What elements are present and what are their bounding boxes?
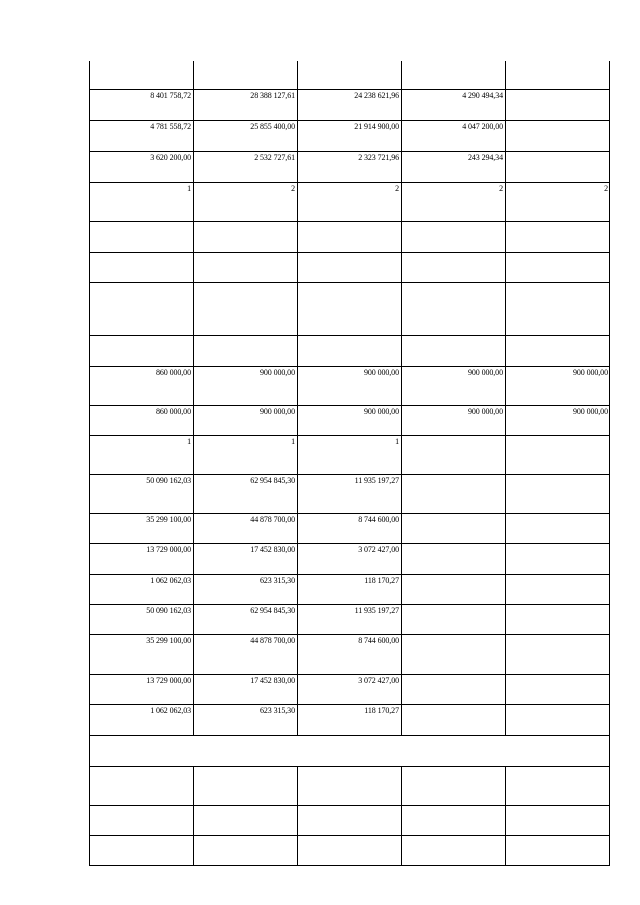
table-cell — [193, 336, 297, 367]
table-cell — [401, 767, 505, 806]
table-cell — [297, 367, 401, 406]
cell-value: 13 729 000,00 — [146, 545, 191, 554]
table-cell — [297, 406, 401, 436]
cell-value: 2 — [291, 184, 295, 193]
cell-value: 3 072 427,00 — [358, 676, 399, 685]
cell-value: 17 452 830,00 — [250, 676, 295, 685]
table-cell — [297, 544, 401, 575]
table-cell — [297, 836, 401, 866]
table-cell — [401, 544, 505, 575]
cell-value: 35 299 100,00 — [146, 515, 191, 524]
table-cell — [401, 575, 505, 605]
table-cell — [297, 705, 401, 736]
table-cell — [401, 836, 505, 866]
cell-value: 1 — [395, 437, 399, 446]
table-cell — [401, 183, 505, 222]
cell-value: 1 — [187, 437, 191, 446]
table-cell — [89, 222, 193, 253]
table-cell — [401, 635, 505, 675]
table-cell — [297, 336, 401, 367]
cell-value: 35 299 100,00 — [146, 636, 191, 645]
cell-value: 900 000,00 — [467, 368, 503, 377]
cell-value: 2 — [395, 184, 399, 193]
table-cell — [297, 436, 401, 475]
table-cell — [401, 675, 505, 705]
table-cell — [297, 90, 401, 121]
table-cell — [505, 475, 610, 514]
table-cell — [89, 836, 193, 866]
table-cell — [505, 635, 610, 675]
table-cell — [193, 736, 297, 767]
table-cell — [89, 283, 193, 336]
table-cell — [89, 121, 193, 152]
table-cell — [505, 367, 610, 406]
table-cell — [89, 544, 193, 575]
table-cell — [297, 767, 401, 806]
table-cell — [401, 475, 505, 514]
cell-value: 4 781 558,72 — [150, 122, 191, 131]
table-cell — [89, 336, 193, 367]
table-cell — [505, 836, 610, 866]
cell-value: 50 090 162,03 — [146, 606, 191, 615]
table-cell — [89, 736, 193, 767]
cell-value: 900 000,00 — [467, 407, 503, 416]
table-cell — [193, 283, 297, 336]
cell-value: 3 072 427,00 — [358, 545, 399, 554]
table-cell — [193, 367, 297, 406]
table-cell — [89, 367, 193, 406]
table-cell — [401, 152, 505, 183]
cell-value: 8 744 600,00 — [358, 636, 399, 645]
cell-value: 900 000,00 — [572, 407, 608, 416]
table-cell — [193, 406, 297, 436]
table-cell — [401, 253, 505, 283]
cell-value: 4 290 494,34 — [462, 91, 503, 100]
cell-value: 860 000,00 — [155, 368, 191, 377]
table-cell — [193, 575, 297, 605]
table-cell — [193, 836, 297, 866]
table-cell — [297, 152, 401, 183]
table-cell — [401, 705, 505, 736]
cell-value: 11 935 197,27 — [354, 476, 399, 485]
table-cell — [193, 183, 297, 222]
cell-value: 900 000,00 — [259, 407, 295, 416]
table-cell — [505, 544, 610, 575]
table-cell — [89, 806, 193, 836]
cell-value: 860 000,00 — [155, 407, 191, 416]
table-cell — [89, 183, 193, 222]
table-cell — [401, 406, 505, 436]
table-cell — [297, 514, 401, 544]
table-cell — [401, 61, 505, 90]
table-cell — [297, 736, 401, 767]
table-cell — [505, 90, 610, 121]
table-cell — [193, 705, 297, 736]
table-cell — [89, 61, 193, 90]
cell-value: 1 062 062,03 — [150, 576, 191, 585]
table-cell — [505, 61, 610, 90]
table-cell — [193, 605, 297, 635]
table-cell — [193, 121, 297, 152]
table-cell — [297, 253, 401, 283]
table-cell — [401, 436, 505, 475]
cell-value: 118 170,27 — [364, 576, 399, 585]
table-cell — [401, 222, 505, 253]
table-cell — [505, 705, 610, 736]
cell-value: 17 452 830,00 — [250, 545, 295, 554]
table-cell — [505, 675, 610, 705]
table-cell — [89, 705, 193, 736]
cell-value: 900 000,00 — [363, 368, 399, 377]
cell-value: 44 878 700,00 — [250, 515, 295, 524]
cell-value: 900 000,00 — [363, 407, 399, 416]
table-cell — [505, 283, 610, 336]
cell-value: 623 315,30 — [259, 576, 295, 585]
table-cell — [297, 283, 401, 336]
cell-value: 2 — [499, 184, 503, 193]
table-cell — [297, 575, 401, 605]
table-cell — [505, 736, 610, 767]
table-cell — [297, 121, 401, 152]
table-cell — [505, 575, 610, 605]
cell-value: 900 000,00 — [572, 368, 608, 377]
cell-value: 3 620 200,00 — [150, 153, 191, 162]
table-cell — [297, 222, 401, 253]
cell-value: 118 170,27 — [364, 706, 399, 715]
table-cell — [193, 675, 297, 705]
table-cell — [193, 635, 297, 675]
table-cell — [505, 336, 610, 367]
table-cell — [89, 253, 193, 283]
table-cell — [297, 635, 401, 675]
table-cell — [297, 806, 401, 836]
cell-value: 21 914 900,00 — [354, 122, 399, 131]
table-cell — [193, 152, 297, 183]
table-cell — [193, 544, 297, 575]
table-cell — [401, 90, 505, 121]
table-cell — [401, 514, 505, 544]
cell-value: 28 388 127,61 — [250, 91, 295, 100]
table-cell — [505, 121, 610, 152]
cell-value: 1 — [291, 437, 295, 446]
table-cell — [297, 61, 401, 90]
table-cell — [401, 605, 505, 635]
table-cell — [505, 514, 610, 544]
table-cell — [505, 253, 610, 283]
table-cell — [505, 152, 610, 183]
table-cell — [89, 605, 193, 635]
cell-value: 62 954 845,30 — [250, 476, 295, 485]
cell-value: 1 062 062,03 — [150, 706, 191, 715]
table-cell — [401, 336, 505, 367]
table-cell — [89, 575, 193, 605]
table-cell — [193, 222, 297, 253]
table-cell — [89, 675, 193, 705]
table-cell — [89, 90, 193, 121]
table-cell — [505, 222, 610, 253]
cell-value: 62 954 845,30 — [250, 606, 295, 615]
table-cell — [89, 514, 193, 544]
table-cell — [505, 806, 610, 836]
cell-value: 900 000,00 — [259, 368, 295, 377]
table-cell — [89, 406, 193, 436]
cell-value: 50 090 162,03 — [146, 476, 191, 485]
cell-value: 2 532 727,61 — [254, 153, 295, 162]
table-cell — [193, 436, 297, 475]
table-cell — [505, 436, 610, 475]
table-cell — [297, 605, 401, 635]
table-cell — [193, 767, 297, 806]
table-cell — [193, 806, 297, 836]
table-cell — [401, 367, 505, 406]
cell-value: 25 855 400,00 — [250, 122, 295, 131]
cell-value: 24 238 621,96 — [354, 91, 399, 100]
table-cell — [401, 806, 505, 836]
table-cell — [193, 253, 297, 283]
cell-value: 4 047 200,00 — [462, 122, 503, 131]
cell-value: 623 315,30 — [259, 706, 295, 715]
table-cell — [193, 61, 297, 90]
table-cell — [193, 475, 297, 514]
table-cell — [297, 183, 401, 222]
table-cell — [401, 283, 505, 336]
cell-value: 2 — [604, 184, 608, 193]
table-cell — [89, 767, 193, 806]
cell-value: 8 401 758,72 — [150, 91, 191, 100]
table-cell — [401, 121, 505, 152]
data-table — [89, 61, 610, 866]
table-cell — [193, 90, 297, 121]
table-cell — [89, 475, 193, 514]
table-cell — [401, 736, 505, 767]
cell-value: 13 729 000,00 — [146, 676, 191, 685]
table-cell — [89, 152, 193, 183]
table-cell — [505, 605, 610, 635]
table-cell — [505, 183, 610, 222]
table-cell — [193, 514, 297, 544]
table-cell — [297, 475, 401, 514]
table-cell — [89, 436, 193, 475]
cell-value: 243 294,34 — [467, 153, 503, 162]
cell-value: 2 323 721,96 — [358, 153, 399, 162]
cell-value: 11 935 197,27 — [354, 606, 399, 615]
table-cell — [505, 406, 610, 436]
cell-value: 1 — [187, 184, 191, 193]
cell-value: 8 744 600,00 — [358, 515, 399, 524]
table-cell — [89, 635, 193, 675]
table-cell — [297, 675, 401, 705]
cell-value: 44 878 700,00 — [250, 636, 295, 645]
table-cell — [505, 767, 610, 806]
